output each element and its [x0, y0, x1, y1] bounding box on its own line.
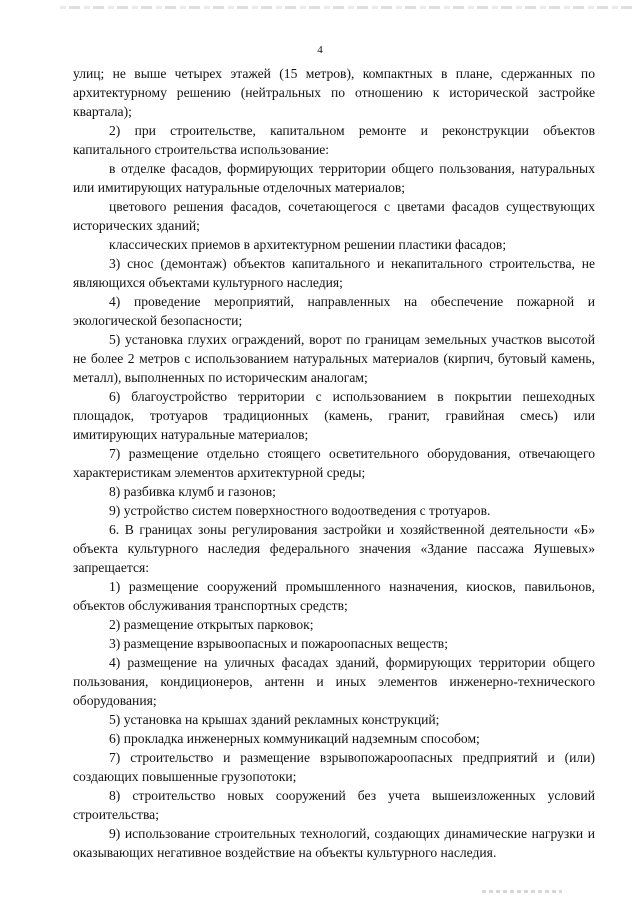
paragraph-prohibition-2: 2) размещение открытых парковок;	[109, 617, 314, 632]
paragraph-continuation: улиц; не выше четырех этажей (15 метров), компактных в плане, сдержанных по архитектурному решению (нейтральных по отношению к исторической застройке квартала);	[73, 66, 595, 119]
page-number: 4	[317, 44, 323, 56]
paragraph-prohibition-1: 1) размещение сооружений промышленного назначения, киосков, павильонов, объектов обслуживания транспортных средств;	[73, 579, 595, 613]
paragraph-prohibition-3: 3) размещение взрывоопасных и пожароопасных веществ;	[109, 636, 448, 651]
paragraph-item-6: 6) благоустройство территории с использованием в покрытии пешеходных площадок, тротуаров традиционных (камень, гранит, гравийная смесь) или имитирующих натуральные материалов;	[73, 389, 595, 442]
paragraph-item-2: 2) при строительстве, капитальном ремонте и реконструкции объектов капитального строительства использование:	[73, 123, 595, 157]
scan-artifact-bottom	[482, 890, 562, 893]
paragraph-item-5: 5) установка глухих ограждений, ворот по границам земельных участков высотой не более 2 метров с использованием натуральных материалов (кирпич, бутовый камень, металл), выполненных по историческим аналогам;	[73, 332, 595, 385]
paragraph-prohibition-7: 7) строительство и размещение взрывопожароопасных предприятий и (или) создающих повышенные грузопотоки;	[73, 750, 595, 784]
paragraph-item-7: 7) размещение отдельно стоящего осветительного оборудования, отвечающего характеристикам элементов архитектурной среды;	[73, 446, 595, 480]
paragraph-subitem-facade-color: цветового решения фасадов, сочетающегося с цветами фасадов существующих исторических зданий;	[73, 199, 595, 233]
scan-artifact-top	[60, 6, 632, 9]
paragraph-item-3: 3) снос (демонтаж) объектов капитального и некапитального строительства, не являющихся объектами культурного наследия;	[73, 256, 595, 290]
paragraph-subitem-classical-techniques: классических приемов в архитектурном решении пластики фасадов;	[109, 237, 507, 252]
paragraph-subitem-facade-finishing: в отделке фасадов, формирующих территории общего пользования, натуральных или имитирующих натуральные отделочных материалов;	[73, 161, 595, 195]
paragraph-item-8: 8) разбивка клумб и газонов;	[109, 484, 276, 499]
paragraph-prohibition-4: 4) размещение на уличных фасадах зданий, формирующих территории общего пользования, кондиционеров, антенн и иных элементов инженерно-технического оборудования;	[73, 655, 595, 708]
paragraph-item-4: 4) проведение мероприятий, направленных на обеспечение пожарной и экологической безопасности;	[73, 294, 595, 328]
paragraph-item-9: 9) устройство систем поверхностного водоотведения с тротуаров.	[109, 503, 491, 518]
paragraph-prohibition-5: 5) установка на крышах зданий рекламных конструкций;	[109, 712, 440, 727]
paragraph-prohibition-6: 6) прокладка инженерных коммуникаций надземным способом;	[109, 731, 480, 746]
paragraph-section-6: 6. В границах зоны регулирования застройки и хозяйственной деятельности «Б» объекта культурного наследия федерального значения «Здание пассажа Яушевых» запрещается:	[73, 522, 595, 575]
paragraph-prohibition-9: 9) использование строительных технологий, создающих динамические нагрузки и оказывающих негативное воздействие на объекты культурного наследия.	[73, 826, 595, 860]
document-body	[73, 64, 595, 862]
paragraph-prohibition-8: 8) строительство новых сооружений без учета вышеизложенных условий строительства;	[73, 788, 595, 822]
